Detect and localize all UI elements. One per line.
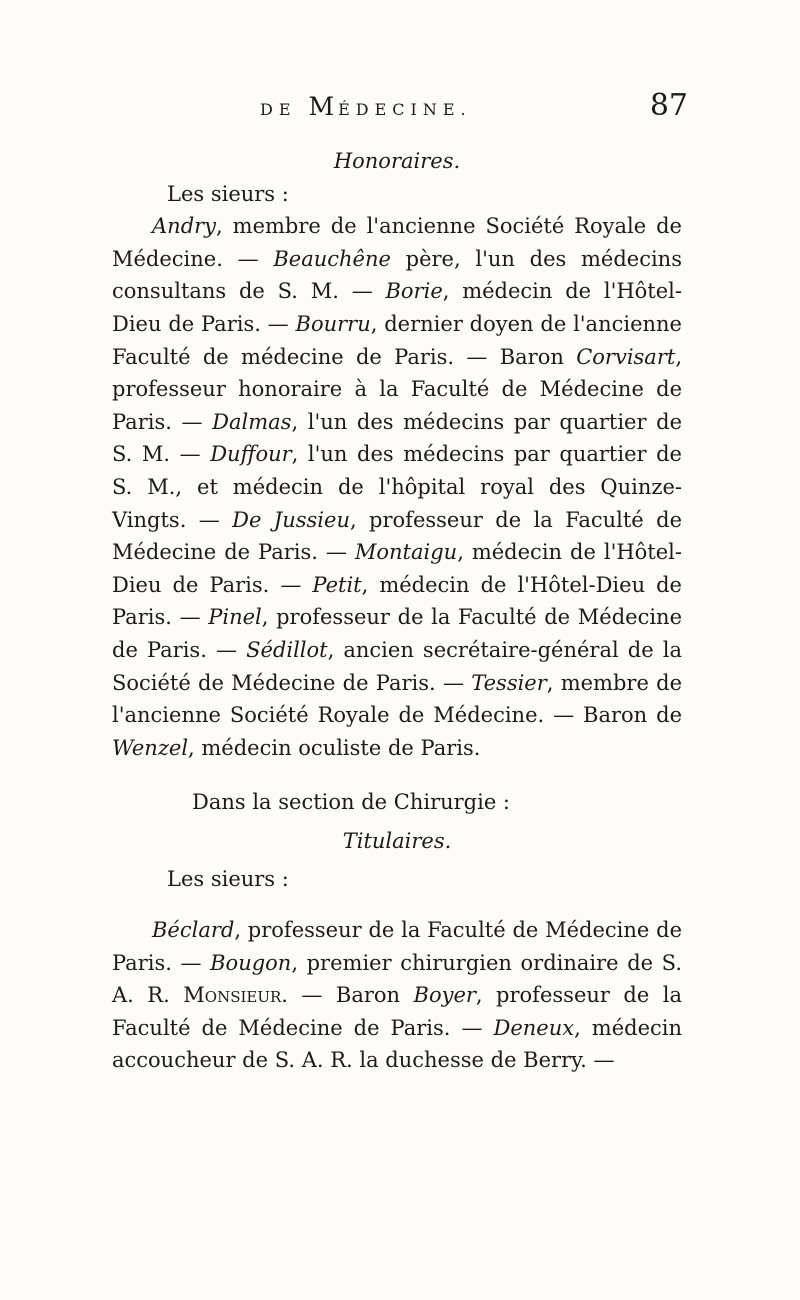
running-head [260,92,472,121]
honoraires-intro: Les sieurs : [167,181,289,206]
entry-name: Corvisart [576,344,676,369]
section-line: Dans la section de Chirurgie : [192,790,511,815]
entry-name: Beauchêne [273,246,391,271]
entry-text: , médecin oculiste de Paris. [188,735,481,760]
entry-text: , professeur de la Faculté de Médecine de Paris. — [112,507,682,565]
entry-text: , professeur de la Faculté de Médecine de Paris. — [112,918,682,975]
entry-text: , médecin de l'Hôtel-Dieu de Paris. — [112,279,682,336]
titulaires-paragraph [112,914,682,1077]
honoraires-paragraph [112,210,682,764]
entry-name: Petit [312,572,362,597]
honoraires-heading: Honoraires. [333,149,461,173]
entry-text: père, l'un des médecins consultans de S. M. — [112,246,682,304]
running-head-de: DE [260,100,297,119]
entry-name: Borie [385,279,443,304]
entry-text: , dernier doyen de l'ancienne Faculté de médecine de Paris. — Baron [112,311,682,369]
spacer [112,896,682,914]
entry-text: , membre de l'ancienne Société Royale de Médecine. — [112,214,682,271]
entry-text: , professeur de la Faculté de Médecine de Paris. — [112,605,682,662]
entry-text: . — Baron [281,983,401,1008]
entry-text: , professeur de la Faculté de Médecine de Paris. — [112,983,682,1040]
entry-name: Dalmas [212,409,292,434]
entry-text: , ancien secrétaire-général de la Société de Médecine de Paris. — [112,637,682,695]
entry-text: , médecin de l'Hôtel-Dieu de Paris. — [112,540,682,597]
entry-name: Boyer [413,983,476,1008]
entry-name: Deneux [493,1015,575,1040]
entry-name: Béclard [152,918,235,943]
entry-text: , premier chirurgien ordinaire de S. A. R. [112,950,682,1008]
page-number: 87 [649,88,688,123]
page-body [112,145,682,1077]
entry-name: Bourru [295,311,371,336]
entry-text: , médecin de l'Hôtel-Dieu de Paris. — [112,572,682,630]
entry-text: , professeur honoraire à la Faculté de Médecine de Paris. — [112,344,682,434]
entry-text: , l'un des médecins par quartier de S. M. — [112,409,682,467]
page-header [112,88,692,138]
entry-name: Pinel [208,605,262,630]
entry-text: , l'un des médecins par quartier de S. M., et médecin de l'hôpital royal des Quinze-Vingts. — [112,442,682,532]
entry-name: De Jussieu [232,507,350,532]
running-head-initial: M [308,92,339,121]
entry-name: Monsieur [183,983,282,1008]
entry-name: Montaigu [354,540,458,565]
entry-text: , médecin accoucheur de S. A. R. la duchesse de Berry. — [112,1015,682,1073]
entry-name: Sédillot [246,637,328,662]
entry-name: Tessier [471,670,547,695]
titulaires-heading: Titulaires. [342,828,452,853]
entry-name: Duffour [210,442,292,467]
entry-name: Andry [152,214,217,239]
entry-name: Bougon [210,950,292,975]
titulaires-intro: Les sieurs : [167,867,289,892]
entry-text: , membre de l'ancienne Société Royale de Médecine. — Baron de [112,670,682,728]
entry-name: Wenzel [112,735,189,760]
running-head-rest: ÉDECINE. [338,100,472,119]
